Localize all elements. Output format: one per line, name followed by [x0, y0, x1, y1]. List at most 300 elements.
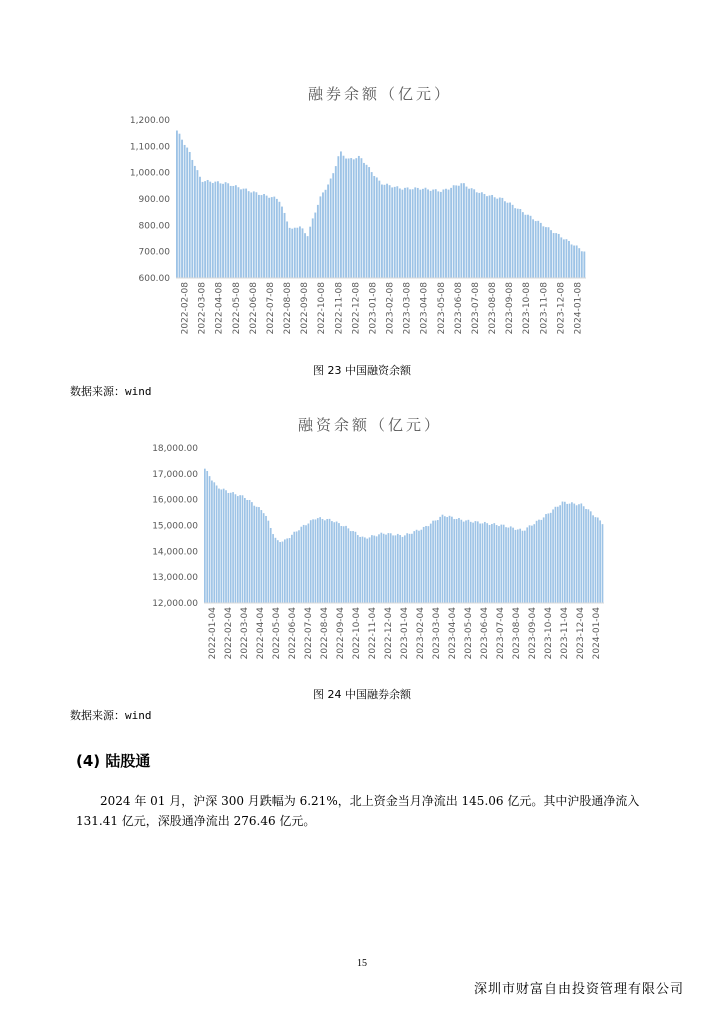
chart2-title: 融资余额（亿元） — [297, 416, 442, 434]
bar — [238, 187, 240, 278]
bar — [363, 163, 365, 278]
bar — [255, 192, 257, 278]
bar — [435, 520, 437, 603]
bar — [530, 216, 532, 278]
bar — [476, 192, 478, 278]
bar — [496, 199, 498, 278]
bar — [291, 229, 293, 278]
bar — [275, 538, 277, 603]
bar — [197, 170, 199, 278]
bar — [385, 535, 387, 603]
bar — [430, 524, 432, 603]
bar — [332, 173, 334, 278]
bar — [437, 520, 439, 603]
bar — [242, 495, 244, 603]
bar — [322, 192, 324, 278]
x-tick-label: 2022-04-08 — [214, 282, 225, 335]
bar — [189, 152, 191, 278]
bar — [545, 227, 547, 278]
bar — [294, 228, 296, 278]
bar — [289, 538, 291, 603]
bar — [384, 185, 386, 278]
bar — [350, 158, 352, 278]
bar — [524, 531, 526, 603]
bar — [209, 476, 211, 603]
bar — [453, 519, 455, 603]
bar — [184, 145, 186, 278]
bar — [468, 520, 470, 603]
x-tick-label: 2023-03-08 — [402, 282, 413, 335]
x-tick-label: 2023-01-04 — [400, 607, 410, 660]
x-tick-label: 2022-06-04 — [288, 607, 298, 660]
bar — [273, 197, 275, 278]
bar — [225, 182, 227, 278]
bar — [432, 190, 434, 278]
bar — [576, 505, 578, 603]
bar — [526, 527, 528, 603]
bar — [194, 166, 196, 278]
bar — [281, 207, 283, 278]
bar — [396, 186, 398, 278]
bar — [460, 183, 462, 278]
bar — [517, 209, 519, 278]
bar — [304, 233, 306, 278]
bar — [578, 248, 580, 278]
x-tick-label: 2022-12-04 — [384, 607, 394, 660]
bar — [340, 151, 342, 278]
bar — [256, 507, 258, 603]
bar — [602, 524, 604, 603]
bar — [470, 522, 472, 603]
bar — [258, 507, 260, 603]
x-tick-label: 2023-07-04 — [496, 607, 506, 660]
bar — [230, 493, 232, 603]
bar — [361, 158, 363, 278]
x-tick-label: 2023-04-04 — [448, 607, 458, 660]
bar — [569, 504, 571, 603]
bar — [371, 172, 373, 278]
bar — [337, 156, 339, 278]
x-tick-label: 2022-11-04 — [368, 607, 378, 660]
bar — [505, 527, 507, 603]
bar — [428, 526, 430, 603]
x-tick-label: 2022-05-04 — [272, 607, 282, 660]
bar — [416, 530, 418, 603]
bar — [364, 537, 366, 603]
bar — [246, 500, 248, 603]
bar — [409, 534, 411, 603]
bar — [514, 208, 516, 278]
bar — [312, 519, 314, 603]
bar — [507, 203, 509, 278]
bar — [443, 189, 445, 278]
figure-23-caption: 图 23 中国融资余额 — [313, 364, 411, 377]
x-tick-label: 2022-12-08 — [351, 282, 362, 335]
bar — [450, 188, 452, 278]
bar — [207, 180, 209, 278]
bar — [548, 513, 550, 603]
bar — [566, 504, 568, 603]
bar — [312, 218, 314, 278]
bar — [510, 526, 512, 603]
bar — [268, 198, 270, 278]
bar — [532, 219, 534, 278]
x-tick-label: 2022-08-04 — [320, 607, 330, 660]
bar — [286, 221, 288, 278]
bar — [371, 535, 373, 603]
bar — [315, 519, 317, 603]
bar — [522, 531, 524, 603]
bar — [486, 196, 488, 278]
bar — [248, 191, 250, 278]
bar — [419, 190, 421, 278]
chart1-title: 融券余额（亿元） — [307, 85, 452, 103]
bar — [555, 233, 557, 278]
x-tick-label: 2023-11-04 — [560, 607, 570, 660]
bar — [386, 184, 388, 278]
bar — [282, 542, 284, 603]
bar — [324, 520, 326, 603]
bar — [550, 230, 552, 278]
bar — [353, 159, 355, 278]
bar — [440, 192, 442, 278]
bar — [329, 519, 331, 603]
bar — [402, 537, 404, 603]
bar — [279, 202, 281, 278]
bar — [592, 515, 594, 603]
bar — [253, 191, 255, 278]
bar — [463, 183, 465, 278]
bar — [404, 188, 406, 278]
bar — [373, 536, 375, 603]
bar — [407, 187, 409, 278]
x-tick-label: 2023-09-08 — [505, 282, 516, 335]
bar — [422, 189, 424, 278]
section-paragraph: 2024 年 01 月，沪深 300 月跌幅为 6.21%，北上资金当月净流出 145.06 亿元。其中沪股通净流入 131.41 亿元，深股通净流出 276.46 亿元。 — [76, 794, 640, 828]
bar — [343, 526, 345, 603]
bar — [501, 198, 503, 278]
bar — [227, 183, 229, 278]
bar — [536, 521, 538, 603]
bar — [583, 506, 585, 603]
bar — [336, 522, 338, 603]
bar — [555, 507, 557, 603]
bar — [451, 517, 453, 603]
bar — [225, 490, 227, 603]
bar — [179, 134, 181, 278]
y-tick-label: 800.00 — [138, 221, 170, 232]
y-tick-label: 15,000.00 — [152, 521, 198, 532]
bar — [260, 510, 262, 603]
x-tick-label: 2022-03-08 — [197, 282, 208, 335]
y-tick-label: 13,000.00 — [152, 573, 198, 584]
bar — [218, 489, 220, 603]
bar — [358, 156, 360, 278]
x-tick-label: 2023-10-04 — [544, 607, 554, 660]
bar — [230, 186, 232, 278]
chart2-svg — [100, 440, 620, 670]
bar — [404, 535, 406, 603]
bar — [482, 523, 484, 603]
bar — [272, 534, 274, 603]
bar — [413, 531, 415, 603]
bar — [412, 189, 414, 278]
bar — [355, 532, 357, 603]
bar — [473, 189, 475, 278]
bar — [484, 194, 486, 278]
bar — [350, 531, 352, 603]
x-tick-label: 2023-02-04 — [416, 607, 426, 660]
bar — [394, 187, 396, 278]
y-tick-label: 17,000.00 — [152, 469, 198, 480]
bar — [214, 182, 216, 278]
bar — [232, 186, 234, 278]
bar — [204, 181, 206, 278]
bar — [263, 513, 265, 603]
bar — [266, 196, 268, 278]
bar — [223, 489, 225, 603]
bar — [232, 492, 234, 603]
bar — [299, 226, 301, 278]
x-tick-label: 2023-08-08 — [488, 282, 499, 335]
y-tick-label: 18,000.00 — [152, 444, 198, 454]
bar — [199, 177, 201, 278]
bar — [525, 215, 527, 278]
bar — [345, 159, 347, 278]
bar — [366, 539, 368, 603]
bar — [439, 517, 441, 603]
bar — [571, 502, 573, 603]
bar — [580, 503, 582, 603]
bar — [446, 517, 448, 603]
bar — [181, 140, 183, 278]
bar — [300, 527, 302, 603]
bar — [571, 244, 573, 278]
bar — [308, 524, 310, 603]
chart1-svg — [100, 110, 620, 350]
bar — [466, 187, 468, 278]
bar — [333, 522, 335, 603]
bar — [471, 188, 473, 278]
bar — [307, 236, 309, 278]
bar — [560, 237, 562, 278]
bar — [235, 494, 237, 603]
bar — [566, 239, 568, 278]
bar — [237, 496, 239, 603]
bar — [253, 506, 255, 603]
bar — [296, 531, 298, 603]
bar — [543, 517, 545, 603]
bar — [399, 188, 401, 278]
x-tick-label: 2023-05-04 — [464, 607, 474, 660]
bar — [498, 526, 500, 603]
x-tick-label: 2022-06-08 — [248, 282, 259, 335]
bar — [563, 239, 565, 278]
bar — [338, 523, 340, 603]
y-tick-label: 16,000.00 — [152, 495, 198, 506]
bar — [590, 511, 592, 603]
bar — [392, 535, 394, 603]
bar — [519, 529, 521, 603]
bar — [456, 519, 458, 603]
bar — [240, 189, 242, 278]
bar — [222, 184, 224, 278]
bar — [348, 158, 350, 278]
bar — [527, 215, 529, 278]
bar — [216, 486, 218, 603]
bar — [453, 185, 455, 278]
bar — [378, 534, 380, 603]
bar — [206, 471, 208, 603]
bar — [557, 507, 559, 603]
bar — [345, 526, 347, 603]
bar — [235, 185, 237, 278]
bar — [430, 191, 432, 278]
bar — [314, 213, 316, 278]
x-tick-label: 2022-07-08 — [265, 282, 276, 335]
bar — [303, 525, 305, 603]
x-tick-label: 2023-01-08 — [368, 282, 379, 335]
y-tick-label: 600.00 — [138, 274, 170, 284]
bar — [348, 528, 350, 603]
bar — [499, 198, 501, 278]
x-tick-label: 2023-08-04 — [512, 607, 522, 660]
bar — [265, 516, 267, 603]
x-tick-label: 2022-01-04 — [208, 607, 218, 660]
x-tick-label: 2023-12-08 — [556, 282, 567, 335]
bar — [406, 533, 408, 603]
bar — [383, 534, 385, 603]
bar — [425, 188, 427, 278]
y-tick-label: 14,000.00 — [152, 547, 198, 558]
bar — [320, 196, 322, 278]
bar — [217, 181, 219, 278]
bar — [245, 189, 247, 278]
bar — [389, 185, 391, 278]
bar — [376, 536, 378, 603]
bar — [550, 513, 552, 603]
bar — [535, 221, 537, 278]
x-tick-label: 2023-05-08 — [436, 282, 447, 335]
y-tick-label: 1,200.00 — [129, 116, 170, 126]
bar — [352, 531, 354, 603]
bar — [562, 502, 564, 603]
bar — [380, 533, 382, 603]
bar — [465, 520, 467, 603]
bar — [481, 192, 483, 278]
bar — [378, 181, 380, 278]
x-tick-label: 2022-09-04 — [336, 607, 346, 660]
bar — [317, 518, 319, 603]
bar — [277, 540, 279, 603]
bar — [545, 514, 547, 603]
bar — [449, 516, 451, 603]
bar — [444, 516, 446, 603]
bar — [442, 515, 444, 603]
bar — [263, 194, 265, 278]
section-heading: (4) 陆股通 — [76, 752, 151, 770]
bar — [548, 227, 550, 278]
bar — [279, 542, 281, 603]
bar — [251, 502, 253, 603]
bar — [390, 533, 392, 603]
bar — [491, 524, 493, 603]
bar — [186, 148, 188, 278]
bar — [355, 158, 357, 278]
bar — [243, 189, 245, 278]
bar — [213, 482, 215, 603]
x-tick-label: 2022-09-08 — [300, 282, 311, 335]
bar — [595, 517, 597, 603]
bar — [489, 525, 491, 603]
bar — [494, 197, 496, 278]
x-tick-label: 2023-12-04 — [576, 607, 586, 660]
bar — [504, 201, 506, 278]
bar — [458, 518, 460, 603]
bar — [573, 504, 575, 603]
bar — [597, 518, 599, 603]
bar — [289, 228, 291, 278]
bar — [391, 187, 393, 278]
y-tick-label: 900.00 — [138, 195, 170, 205]
bar — [409, 189, 411, 278]
figure-24-source: 数据来源：wind — [70, 709, 152, 722]
bar — [244, 498, 246, 603]
x-tick-label: 2023-07-08 — [470, 282, 481, 335]
figure-23-source: 数据来源：wind — [70, 385, 152, 398]
bar — [558, 234, 560, 278]
bar — [395, 535, 397, 603]
y-tick-label: 12,000.00 — [152, 599, 198, 609]
bar — [479, 524, 481, 603]
bar — [286, 538, 288, 603]
footer-company: 深圳市财富自由投资管理有限公司 — [473, 982, 684, 997]
bar — [489, 195, 491, 278]
bar — [211, 481, 213, 603]
bar — [330, 179, 332, 278]
x-tick-label: 2024-01-04 — [592, 607, 602, 660]
bar — [578, 504, 580, 603]
bar — [583, 252, 585, 278]
bar — [427, 189, 429, 278]
bar — [437, 191, 439, 278]
bar — [585, 509, 587, 603]
bar — [496, 525, 498, 603]
bar — [220, 183, 222, 278]
bar — [588, 509, 590, 603]
y-tick-label: 1,000.00 — [129, 168, 170, 179]
bar — [268, 521, 270, 603]
bar — [276, 199, 278, 278]
bar — [191, 160, 193, 278]
bar — [478, 193, 480, 278]
bar — [573, 246, 575, 278]
bar — [423, 527, 425, 603]
bar — [291, 535, 293, 603]
bar — [493, 523, 495, 603]
figure-24-caption: 图 24 中国融券余额 — [313, 688, 411, 701]
bar — [418, 531, 420, 603]
bar — [327, 184, 329, 278]
bar — [357, 535, 359, 603]
x-tick-label: 2023-10-08 — [522, 282, 533, 335]
bar — [284, 213, 286, 278]
bar — [343, 156, 345, 278]
y-tick-label: 1,100.00 — [129, 142, 170, 153]
bar — [270, 528, 272, 603]
bar — [512, 528, 514, 603]
x-tick-label: 2022-05-08 — [231, 282, 242, 335]
